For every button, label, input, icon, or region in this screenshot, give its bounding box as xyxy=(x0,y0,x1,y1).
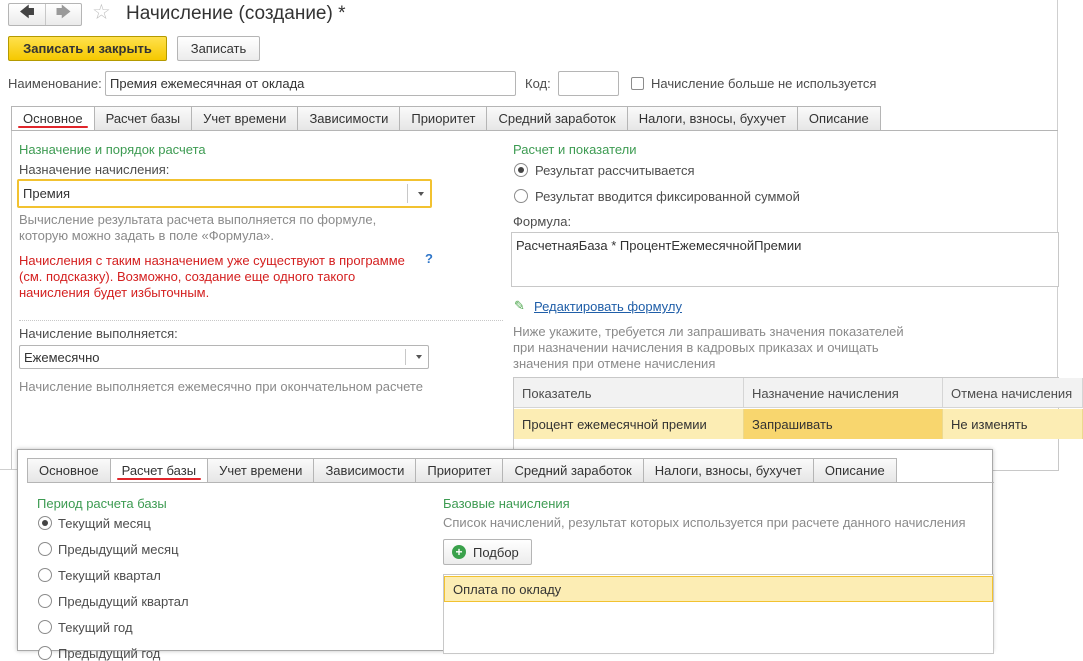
radio-result-fixed-label: Результат вводится фиксированной суммой xyxy=(535,189,800,204)
purpose-value: Премия xyxy=(23,186,71,201)
radio-result-calculated-label: Результат рассчитывается xyxy=(535,163,695,178)
help-icon[interactable]: ? xyxy=(425,251,433,266)
tab-label: Учет времени xyxy=(219,463,303,478)
tab-label: Налоги, взносы, бухучет xyxy=(638,111,786,126)
plus-icon: + xyxy=(452,545,466,559)
period-label: Начисление выполняется: xyxy=(19,326,178,341)
tab-time-accounting[interactable] xyxy=(208,458,314,483)
table-cell[interactable]: Не изменять xyxy=(943,409,1083,439)
tab-time-accounting[interactable] xyxy=(192,106,298,131)
name-label: Наименование: xyxy=(8,76,102,91)
tab-divider xyxy=(27,482,994,483)
active-tab-underline xyxy=(117,478,202,480)
table-row[interactable] xyxy=(514,409,1083,439)
base-calc-panel xyxy=(17,449,993,661)
tab-dependencies[interactable] xyxy=(314,458,416,483)
purpose-section-title: Назначение и порядок расчета xyxy=(19,142,206,157)
list-item[interactable]: Оплата по окладу xyxy=(444,576,993,602)
radio-result-calculated[interactable] xyxy=(514,163,528,177)
hint-line: при назначении начисления в кадровых приказах и очищать xyxy=(513,340,879,355)
radio-result-fixed[interactable] xyxy=(514,189,528,203)
calculation-section-title: Расчет и показатели xyxy=(513,142,637,157)
tab-page-border xyxy=(11,131,12,470)
table-header xyxy=(514,378,1083,408)
period-value: Ежемесячно xyxy=(24,349,100,365)
tab-label: Основное xyxy=(39,463,99,478)
purpose-label: Назначение начисления: xyxy=(19,162,170,177)
radio-period-previous-month[interactable] xyxy=(38,542,52,556)
radio-period-label: Текущий год xyxy=(58,620,133,635)
navigation-buttons xyxy=(8,3,82,26)
tab-label: Приоритет xyxy=(411,111,476,126)
purpose-hint xyxy=(19,212,376,244)
pencil-icon: ✎ xyxy=(514,298,525,313)
tab-label: Учет времени xyxy=(203,111,287,126)
tab-dependencies[interactable] xyxy=(298,106,400,131)
radio-period-label: Предыдущий квартал xyxy=(58,594,189,609)
tab-priority[interactable] xyxy=(400,106,487,131)
period-hint: Начисление выполняется ежемесячно при окончательном расчете xyxy=(19,379,423,394)
tab-main[interactable] xyxy=(11,106,95,131)
window-title: Начисление (создание) * xyxy=(126,3,346,24)
formula-field[interactable] xyxy=(511,232,1059,287)
purpose-select[interactable] xyxy=(17,179,432,208)
unused-label: Начисление больше не используется xyxy=(651,76,877,91)
tab-label: Расчет базы xyxy=(121,463,197,478)
tab-label: Основное xyxy=(23,111,83,126)
tab-main[interactable] xyxy=(27,458,111,483)
tab-label: Расчет базы xyxy=(105,111,181,126)
tab-average-earnings[interactable] xyxy=(503,458,643,483)
tab-base-calc[interactable] xyxy=(95,106,193,131)
combo-separator xyxy=(405,349,406,365)
base-accruals-title: Базовые начисления xyxy=(443,496,570,511)
radio-period-label: Предыдущий год xyxy=(58,646,161,661)
warning-line: начисления будет избыточным. xyxy=(19,285,210,300)
tab-label: Зависимости xyxy=(325,463,405,478)
hint-line: Вычисление результата расчета выполняется по формуле, xyxy=(19,212,377,227)
column-header[interactable]: Показатель xyxy=(514,378,744,408)
tab-label: Средний заработок xyxy=(498,111,616,126)
combo-separator xyxy=(407,184,408,203)
period-select[interactable] xyxy=(19,345,429,369)
tab-label: Приоритет xyxy=(427,463,492,478)
star-icon[interactable]: ☆ xyxy=(92,1,111,24)
select-button-label: Подбор xyxy=(473,544,519,560)
tab-label: Налоги, взносы, бухучет xyxy=(654,463,802,478)
tab-label: Описание xyxy=(824,463,885,478)
tab-divider xyxy=(11,130,1058,131)
unused-checkbox[interactable] xyxy=(631,77,644,90)
tab-description[interactable] xyxy=(814,458,897,483)
base-accruals-list xyxy=(443,574,994,654)
tab-label: Средний заработок xyxy=(514,463,632,478)
tab-taxes[interactable] xyxy=(628,106,798,131)
tab-base-calc[interactable] xyxy=(111,458,209,483)
name-input[interactable]: Премия ежемесячная от оклада xyxy=(105,71,516,96)
hint-line: Ниже укажите, требуется ли запрашивать значения показателей xyxy=(513,324,904,339)
column-header[interactable]: Отмена начисления xyxy=(943,378,1083,408)
warning-line: (см. подсказку). Возможно, создание еще одного такого xyxy=(19,269,356,284)
main-tabbar xyxy=(11,106,881,131)
radio-period-current-quarter[interactable] xyxy=(38,568,52,582)
save-button[interactable]: Записать xyxy=(177,36,260,61)
indicators-hint xyxy=(513,324,904,372)
chevron-down-icon[interactable] xyxy=(416,355,422,359)
section-separator xyxy=(19,320,503,321)
radio-period-previous-quarter[interactable] xyxy=(38,594,52,608)
active-tab-underline xyxy=(18,126,88,128)
forward-button[interactable] xyxy=(45,4,81,25)
tab-average-earnings[interactable] xyxy=(487,106,627,131)
radio-period-current-month[interactable] xyxy=(38,516,52,530)
radio-period-label: Текущий квартал xyxy=(58,568,161,583)
table-cell[interactable]: Процент ежемесячной премии xyxy=(514,409,744,439)
arrow-left-icon: 🡄 xyxy=(19,4,35,21)
tab-taxes[interactable] xyxy=(644,458,814,483)
edit-formula-link[interactable]: Редактировать формулу xyxy=(534,299,682,314)
arrow-right-icon: 🡆 xyxy=(55,4,72,21)
warning-line: Начисления с таким назначением уже существуют в программе xyxy=(19,253,405,268)
code-label: Код: xyxy=(525,76,551,91)
radio-period-label: Текущий месяц xyxy=(58,516,151,531)
radio-period-previous-year[interactable] xyxy=(38,646,52,660)
select-button[interactable] xyxy=(443,539,532,565)
hint-line: значения при отмене начисления xyxy=(513,356,716,371)
duplicate-warning xyxy=(19,253,405,301)
formula-label: Формула: xyxy=(513,214,572,229)
tab-label: Зависимости xyxy=(309,111,389,126)
radio-period-label: Предыдущий месяц xyxy=(58,542,179,557)
period-section-title: Период расчета базы xyxy=(37,496,167,511)
table-cell[interactable]: Запрашивать xyxy=(744,409,943,439)
formula-text: РасчетнаяБаза * ПроцентЕжемесячнойПремии xyxy=(516,238,802,253)
save-and-close-button[interactable]: Записать и закрыть xyxy=(8,36,167,61)
panel-tabbar xyxy=(27,458,897,483)
tab-description[interactable] xyxy=(798,106,881,131)
base-accruals-hint: Список начислений, результат которых используется при расчете данного начисления xyxy=(443,515,966,530)
tab-label: Описание xyxy=(808,111,869,126)
code-input[interactable] xyxy=(558,71,619,96)
back-button[interactable] xyxy=(9,4,45,25)
tab-priority[interactable] xyxy=(416,458,503,483)
radio-period-current-year[interactable] xyxy=(38,620,52,634)
hint-line: которую можно задать в поле «Формула». xyxy=(19,228,275,243)
chevron-down-icon[interactable] xyxy=(418,192,424,196)
column-header[interactable]: Назначение начисления xyxy=(744,378,943,408)
